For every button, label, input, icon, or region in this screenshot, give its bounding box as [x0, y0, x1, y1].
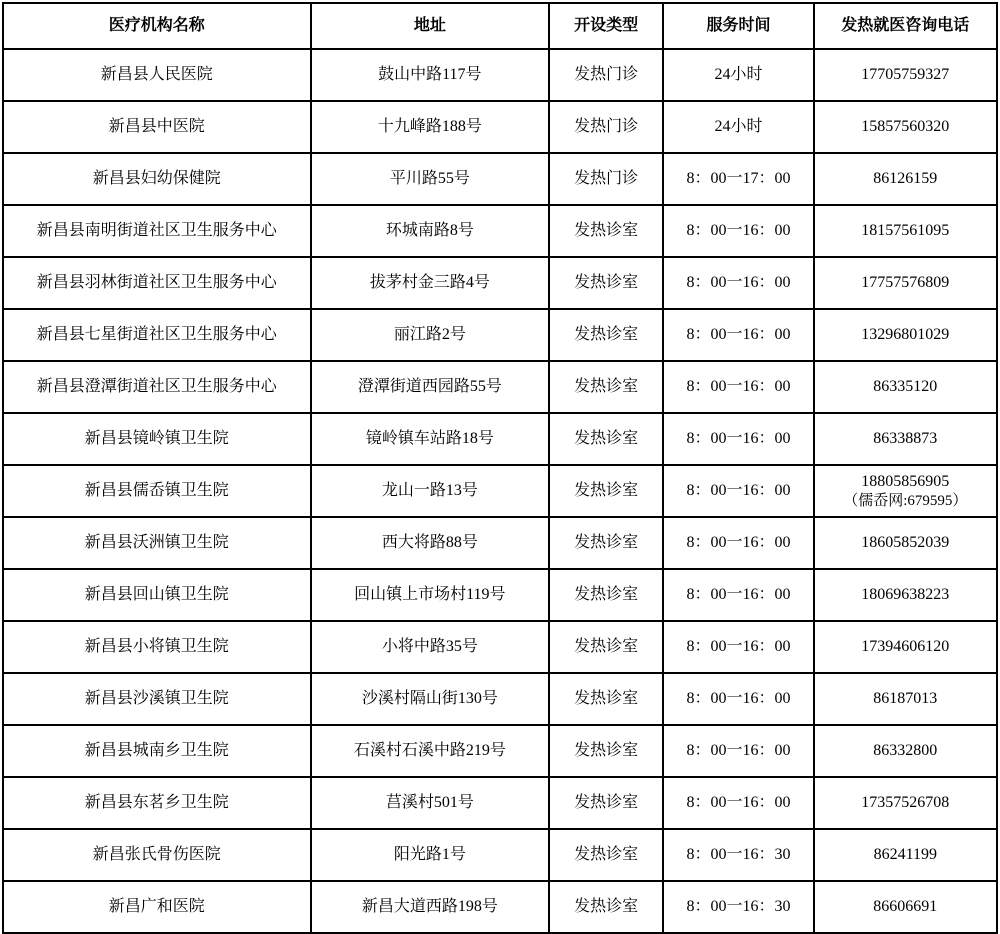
cell-type: 发热诊室 [549, 673, 663, 725]
cell-hours: 8：00一16：00 [663, 673, 813, 725]
table-row [3, 881, 997, 933]
cell-type: 发热诊室 [549, 205, 663, 257]
table-row [3, 673, 997, 725]
cell-institution-name: 新昌广和医院 [3, 881, 311, 933]
cell-phone [814, 569, 997, 621]
cell-phone [814, 153, 997, 205]
cell-hours: 8：00一16：00 [663, 413, 813, 465]
table-row [3, 569, 997, 621]
fever-clinic-table [2, 2, 998, 934]
cell-institution-name: 新昌县沃洲镇卫生院 [3, 517, 311, 569]
cell-phone [814, 621, 997, 673]
phone-number: 86187013 [873, 690, 938, 707]
cell-address: 石溪村石溪中路219号 [311, 725, 549, 777]
phone-number: 13296801029 [861, 326, 950, 343]
cell-institution-name: 新昌县儒岙镇卫生院 [3, 465, 311, 517]
phone-number: 86335120 [873, 378, 938, 395]
cell-address: 新昌大道西路198号 [311, 881, 549, 933]
cell-hours: 8：00一16：00 [663, 621, 813, 673]
cell-type: 发热诊室 [549, 569, 663, 621]
cell-phone [814, 101, 997, 153]
phone-number: 86338873 [873, 430, 938, 447]
cell-institution-name: 新昌县羽林街道社区卫生服务中心 [3, 257, 311, 309]
phone-number: 18157561095 [861, 222, 950, 239]
cell-phone [814, 257, 997, 309]
cell-hours: 24小时 [663, 49, 813, 101]
phone-number: 86332800 [873, 742, 938, 759]
cell-institution-name: 新昌县七星街道社区卫生服务中心 [3, 309, 311, 361]
cell-address: 平川路55号 [311, 153, 549, 205]
cell-hours: 8：00一16：00 [663, 777, 813, 829]
cell-institution-name: 新昌县小将镇卫生院 [3, 621, 311, 673]
table-row [3, 257, 997, 309]
column-header-hours: 服务时间 [663, 3, 813, 49]
phone-number: 17357526708 [861, 794, 950, 811]
cell-address: 回山镇上市场村119号 [311, 569, 549, 621]
phone-number: 15857560320 [861, 118, 950, 135]
cell-phone [814, 413, 997, 465]
cell-hours: 8：00一17：00 [663, 153, 813, 205]
cell-address: 丽江路2号 [311, 309, 549, 361]
column-header-address: 地址 [311, 3, 549, 49]
cell-phone [814, 465, 997, 517]
cell-type: 发热诊室 [549, 465, 663, 517]
phone-number: 17394606120 [861, 638, 950, 655]
cell-hours: 8：00一16：00 [663, 205, 813, 257]
column-header-phone: 发热就医咨询电话 [814, 3, 997, 49]
table-row [3, 309, 997, 361]
cell-institution-name: 新昌县南明街道社区卫生服务中心 [3, 205, 311, 257]
phone-number: 17705759327 [861, 66, 950, 83]
phone-number: 18805856905 [861, 472, 950, 490]
phone-number: 17757576809 [861, 274, 950, 291]
table-row [3, 361, 997, 413]
phone-note: （儒岙网:679595） [843, 492, 968, 509]
cell-type: 发热诊室 [549, 413, 663, 465]
phone-number: 86126159 [873, 170, 938, 187]
cell-hours: 8：00一16：30 [663, 881, 813, 933]
cell-type: 发热诊室 [549, 257, 663, 309]
cell-institution-name: 新昌县镜岭镇卫生院 [3, 413, 311, 465]
cell-type: 发热门诊 [549, 49, 663, 101]
table-row [3, 465, 997, 517]
phone-number: 86606691 [873, 898, 938, 915]
cell-address: 龙山一路13号 [311, 465, 549, 517]
cell-institution-name: 新昌县沙溪镇卫生院 [3, 673, 311, 725]
cell-type: 发热诊室 [549, 361, 663, 413]
cell-phone [814, 673, 997, 725]
cell-address: 西大将路88号 [311, 517, 549, 569]
cell-address: 莒溪村501号 [311, 777, 549, 829]
cell-address: 沙溪村隔山街130号 [311, 673, 549, 725]
cell-hours: 8：00一16：00 [663, 257, 813, 309]
cell-type: 发热门诊 [549, 101, 663, 153]
table-row [3, 153, 997, 205]
cell-type: 发热诊室 [549, 621, 663, 673]
cell-phone [814, 725, 997, 777]
phone-number: 86241199 [873, 846, 937, 863]
table-row [3, 205, 997, 257]
table-row [3, 49, 997, 101]
cell-hours: 8：00一16：00 [663, 725, 813, 777]
cell-phone [814, 777, 997, 829]
cell-type: 发热诊室 [549, 881, 663, 933]
cell-type: 发热诊室 [549, 777, 663, 829]
cell-address: 阳光路1号 [311, 829, 549, 881]
cell-institution-name: 新昌县人民医院 [3, 49, 311, 101]
cell-address: 澄潭街道西园路55号 [311, 361, 549, 413]
cell-type: 发热诊室 [549, 725, 663, 777]
table-row [3, 413, 997, 465]
cell-address: 小将中路35号 [311, 621, 549, 673]
cell-address: 拔茅村金三路4号 [311, 257, 549, 309]
table-row [3, 621, 997, 673]
cell-institution-name: 新昌县东茗乡卫生院 [3, 777, 311, 829]
cell-type: 发热诊室 [549, 829, 663, 881]
cell-institution-name: 新昌县澄潭街道社区卫生服务中心 [3, 361, 311, 413]
table-row [3, 101, 997, 153]
cell-institution-name: 新昌县城南乡卫生院 [3, 725, 311, 777]
cell-institution-name: 新昌张氏骨伤医院 [3, 829, 311, 881]
cell-address: 鼓山中路117号 [311, 49, 549, 101]
cell-type: 发热诊室 [549, 517, 663, 569]
cell-phone [814, 829, 997, 881]
header-row [3, 3, 997, 49]
table-row [3, 725, 997, 777]
cell-address: 镜岭镇车站路18号 [311, 413, 549, 465]
cell-hours: 8：00一16：00 [663, 517, 813, 569]
cell-phone [814, 517, 997, 569]
phone-number: 18069638223 [861, 586, 950, 603]
cell-institution-name: 新昌县回山镇卫生院 [3, 569, 311, 621]
cell-hours: 8：00一16：00 [663, 465, 813, 517]
cell-institution-name: 新昌县中医院 [3, 101, 311, 153]
cell-hours: 24小时 [663, 101, 813, 153]
table-row [3, 517, 997, 569]
cell-phone [814, 361, 997, 413]
cell-hours: 8：00一16：00 [663, 569, 813, 621]
cell-hours: 8：00一16：30 [663, 829, 813, 881]
column-header-institution: 医疗机构名称 [3, 3, 311, 49]
cell-phone [814, 881, 997, 933]
column-header-type: 开设类型 [549, 3, 663, 49]
cell-phone [814, 309, 997, 361]
table-row [3, 829, 997, 881]
cell-address: 十九峰路188号 [311, 101, 549, 153]
cell-phone [814, 205, 997, 257]
cell-hours: 8：00一16：00 [663, 361, 813, 413]
cell-institution-name: 新昌县妇幼保健院 [3, 153, 311, 205]
cell-hours: 8：00一16：00 [663, 309, 813, 361]
cell-type: 发热诊室 [549, 309, 663, 361]
cell-address: 环城南路8号 [311, 205, 549, 257]
table-row [3, 777, 997, 829]
cell-phone [814, 49, 997, 101]
phone-number: 18605852039 [861, 534, 950, 551]
cell-type: 发热门诊 [549, 153, 663, 205]
